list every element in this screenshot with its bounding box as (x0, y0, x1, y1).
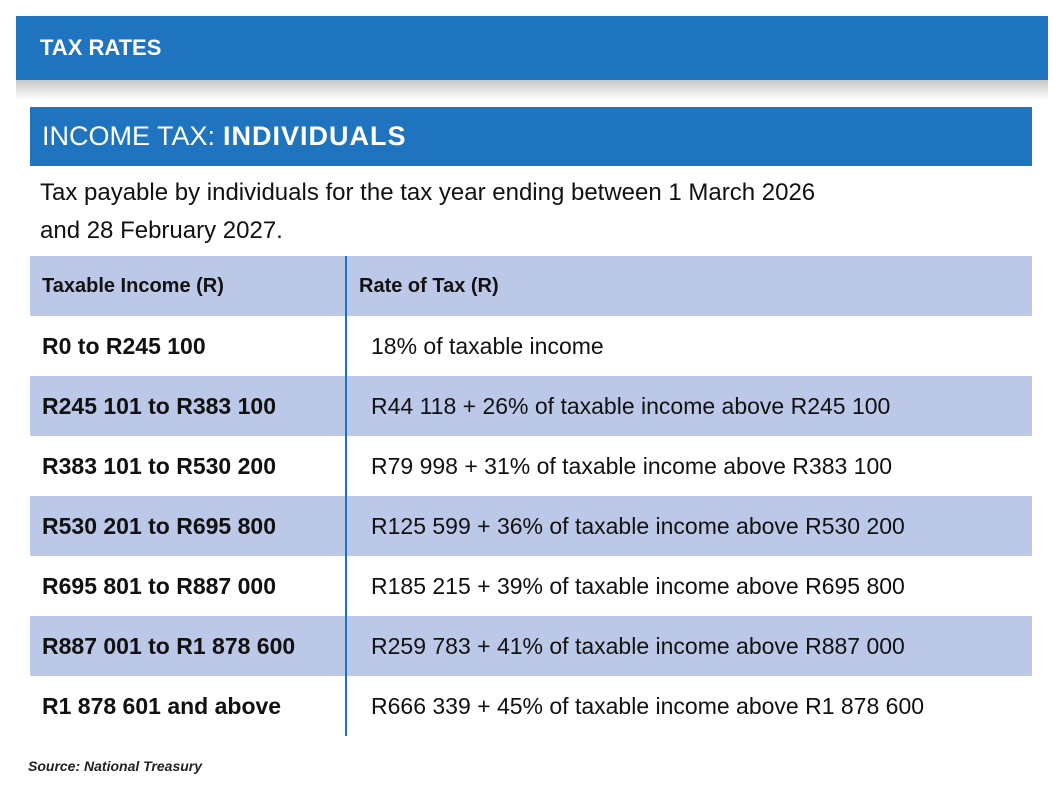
table-row (30, 316, 1032, 376)
table-row (30, 436, 1032, 496)
banner-shadow (16, 80, 1048, 100)
taxable-income-cell: R1 878 601 and above (30, 676, 346, 736)
rate-of-tax-cell: 18% of taxable income (371, 332, 604, 359)
taxable-income-cell: R530 201 to R695 800 (30, 496, 346, 556)
table-row (30, 616, 1032, 676)
taxable-income-cell: R245 101 to R383 100 (30, 376, 346, 436)
header-taxable-income: Taxable Income (R) (30, 256, 346, 316)
rate-of-tax-cell: R666 339 + 45% of taxable income above R1 878 600 (371, 692, 925, 719)
section-title-main: INDIVIDUALS (223, 121, 407, 151)
taxable-income-cell: R0 to R245 100 (30, 316, 346, 376)
rate-of-tax-cell: R259 783 + 41% of taxable income above R887 000 (371, 632, 905, 659)
header-rate-of-tax: Rate of Tax (R) (359, 274, 499, 297)
rate-of-tax-cell: R44 118 + 26% of taxable income above R245 100 (371, 392, 891, 419)
tax-rates-table (30, 256, 1032, 736)
description-line-2: and 28 February 2027. (40, 217, 283, 244)
section-title-prefix: INCOME TAX: (42, 121, 216, 151)
top-banner (16, 16, 1048, 80)
rate-of-tax-cell: R125 599 + 36% of taxable income above R530 200 (371, 512, 905, 539)
section-header (30, 107, 1032, 166)
banner-title: TAX RATES (40, 35, 162, 60)
table-row (30, 496, 1032, 556)
source-note: Source: National Treasury (28, 758, 203, 774)
rate-of-tax-cell: R185 215 + 39% of taxable income above R695 800 (371, 572, 905, 599)
description (40, 174, 1000, 250)
rate-of-tax-cell: R79 998 + 31% of taxable income above R383 100 (371, 452, 893, 479)
table-row (30, 556, 1032, 616)
taxable-income-cell: R887 001 to R1 878 600 (30, 616, 346, 676)
table-header-row (30, 256, 1032, 316)
table-row (30, 376, 1032, 436)
taxable-income-cell: R695 801 to R887 000 (30, 556, 346, 616)
description-line-1: Tax payable by individuals for the tax year ending between 1 March 2026 (40, 179, 816, 206)
table-row (30, 676, 1032, 736)
taxable-income-cell: R383 101 to R530 200 (30, 436, 346, 496)
